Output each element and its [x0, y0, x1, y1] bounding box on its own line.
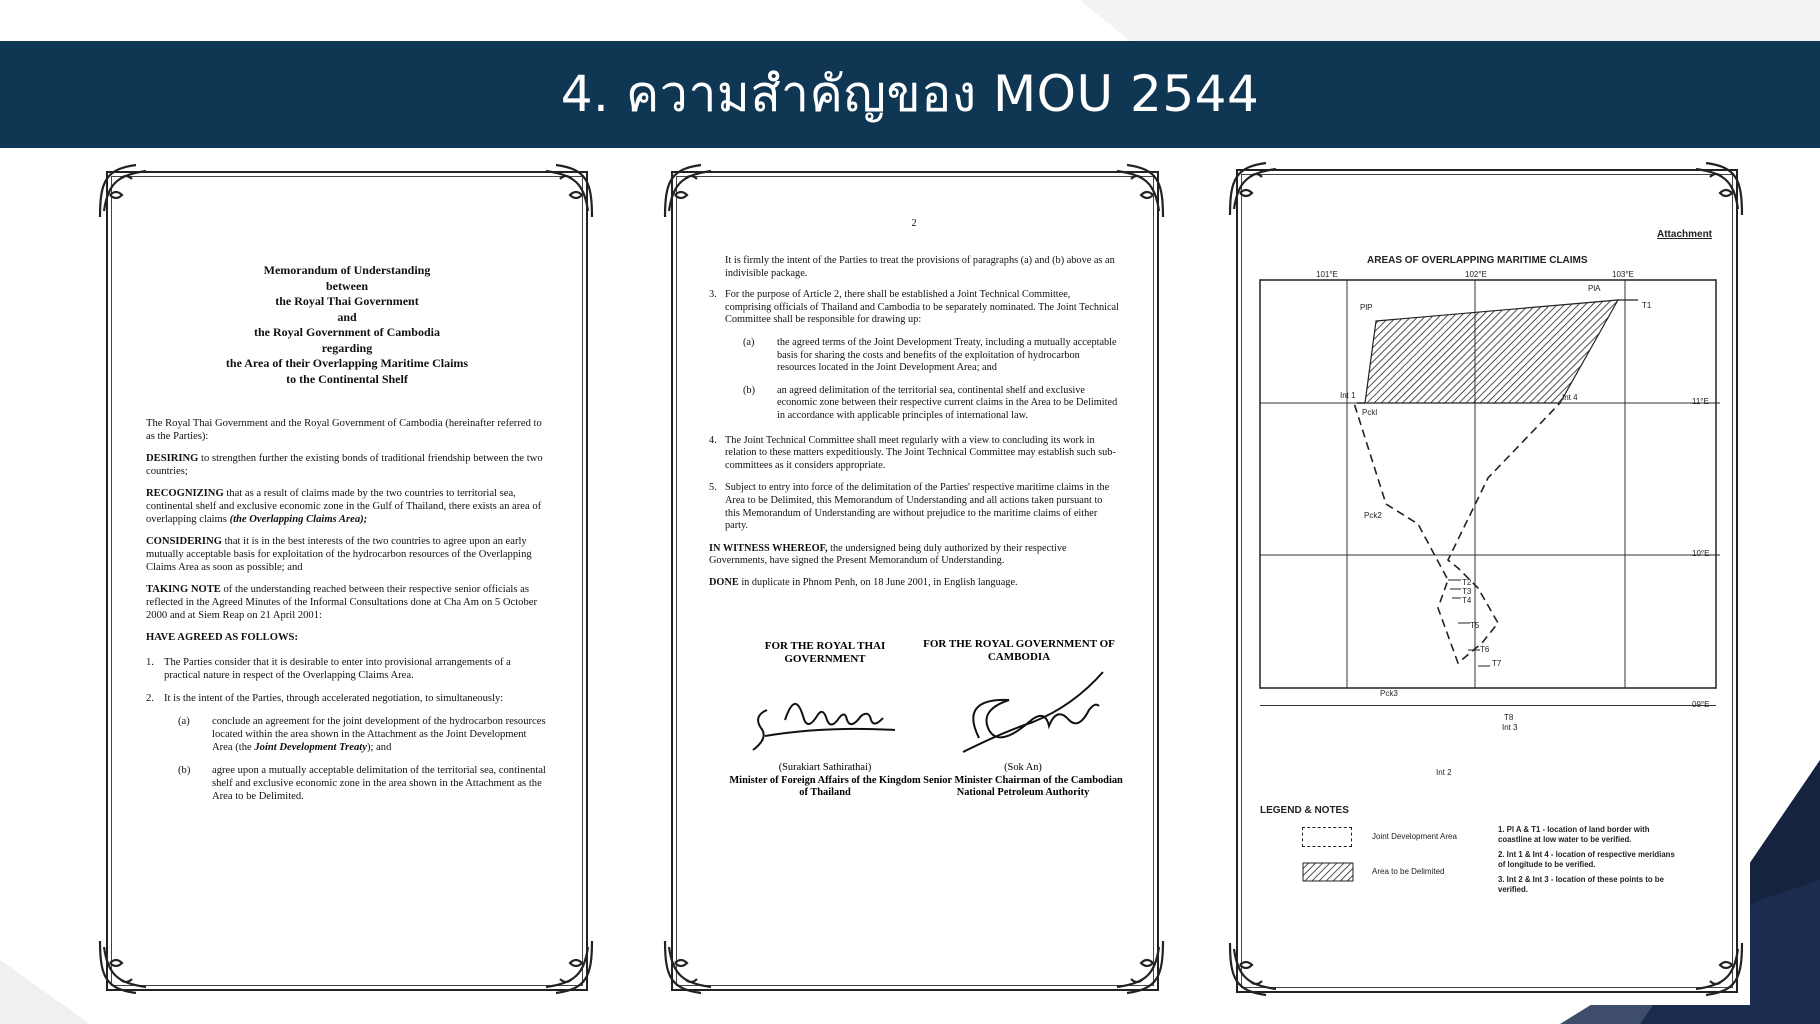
item-3a	[709, 337, 1119, 375]
signatory-title: Senior Minister Chairman of the Cambodian National Petroleum Authority	[923, 774, 1123, 798]
item-number: 5.	[709, 482, 717, 494]
ornament-corner-tl	[661, 161, 721, 221]
clause-text: to strengthen further the existing bonds of traditional friendship between the two countries;	[146, 453, 543, 477]
item-text: It is the intent of the Parties, through accelerated negotiation, to simultaneously:	[164, 693, 504, 704]
lat-label-10: 10°E	[1692, 549, 1710, 558]
overlapping-claims-map	[1258, 278, 1720, 690]
point-label-t5: T5	[1470, 621, 1480, 630]
clause-lead: IN WITNESS WHEREOF,	[709, 542, 828, 554]
ornament-corner-tl	[1226, 159, 1286, 219]
mou-heading	[152, 263, 542, 387]
item-number: 3.	[709, 289, 717, 301]
item-2b	[146, 764, 546, 803]
item-1	[146, 656, 546, 682]
item-text: the agreed terms of the Joint Development Treaty, including a mutually acceptable basis for sharing the costs and benefits of the exploitation of hydrocarbon resources located in the Joint Development Area; and	[777, 336, 1117, 374]
witness-paragraph	[709, 543, 1119, 568]
heading-line: the Area of their Overlapping Maritime Claims	[225, 356, 469, 370]
item-label: (b)	[178, 765, 191, 776]
clause-text: in duplicate in Phnom Penh, on 18 June 2001, in English language.	[738, 576, 1018, 588]
item-label: (a)	[178, 716, 190, 727]
heading-line: to the Continental Shelf	[286, 371, 408, 386]
cambodia-signature-block	[919, 638, 1119, 664]
item-text: Subject to entry into force of the delimitation of the Parties' respective maritime claims in the Area to be Delimited, this Memorandum of Understanding and all actions taken pursuant to this Memorandum of Understanding are without prejudice to the maritime claims of either party.	[725, 482, 1110, 532]
clause-lead: DESIRING	[146, 453, 199, 464]
item-3	[709, 289, 1119, 327]
item-text: an agreed delimitation of the territorial sea, continental shelf and exclusive economic zone between their respective current claims in the Area to be Delimited in accordance with applicable principles of international law.	[777, 384, 1118, 421]
item-text: conclude an agreement for the joint development of the hydrocarbon resources located within the area shown in the Attachment as the Joint Development Area (the	[212, 716, 546, 753]
clause-lead: TAKING NOTE	[146, 584, 221, 595]
mou-body	[146, 417, 546, 803]
agreed-heading: HAVE AGREED AS FOLLOWS:	[146, 632, 298, 643]
item-text: The Parties consider that it is desirable to enter into provisional arrangements of a practical nature in respect of the Overlapping Claims Area.	[164, 657, 511, 681]
slide-title: 4. ความสำคัญของ MOU 2544	[560, 65, 1260, 123]
item-4	[709, 435, 1119, 473]
cambodia-signature-image	[949, 668, 1109, 758]
item-number: 2.	[146, 693, 154, 704]
clause-lead: RECOGNIZING	[146, 488, 224, 499]
signatory-heading: FOR THE ROYAL GOVERNMENT OF CAMBODIA	[923, 638, 1115, 663]
item-number: 1.	[146, 657, 154, 668]
thai-signatory	[725, 762, 925, 800]
signatory-name: (Surakiart Sathirathai)	[778, 762, 872, 773]
lat-label-09: 09°E	[1692, 700, 1710, 709]
item-text: For the purpose of Article 2, there shall be established a Joint Technical Committee, comprising officials of Thailand and Cambodia to be separately nominated. The Joint Technical Committee shall be responsible for drawing up:	[725, 289, 1119, 326]
clause-text: that as a result of claims made by the two countries to territorial sea, continental shelf and exclusive economic zone in the Gulf of Thailand, there exists an area of overlapping claims	[146, 488, 542, 525]
latitude-line-09	[1260, 705, 1716, 706]
point-label-int3: Int 3	[1502, 723, 1518, 732]
legend-label-delimited: Area to be Delimited	[1372, 867, 1445, 876]
lon-label-102: 102°E	[1465, 270, 1487, 279]
desiring-paragraph	[146, 452, 546, 478]
ornament-corner-br	[1107, 937, 1167, 997]
item-text: ); and	[366, 742, 392, 753]
legend-label-jda: Joint Development Area	[1372, 832, 1457, 841]
item-text: The Joint Technical Committee shall meet regularly with a view to concluding its work in relation to these matters expeditiously. The Joint Technical Committee may establish such sub-committees as it considers appropriate.	[725, 434, 1116, 471]
item-3b	[709, 385, 1119, 423]
point-label-t8: T8	[1504, 713, 1514, 722]
legend-note-3: 3. Int 2 & Int 3 - location of these points to be verified.	[1498, 875, 1664, 894]
thai-signature-block	[735, 640, 915, 666]
ornament-corner-bl	[661, 937, 721, 997]
signatory-title: Minister of Foreign Affairs of the Kingdom of Thailand	[729, 774, 921, 798]
item-2	[146, 692, 546, 705]
heading-line: and	[337, 309, 357, 324]
point-label-int2: Int 2	[1436, 768, 1452, 777]
map-title: AREAS OF OVERLAPPING MARITIME CLAIMS	[1367, 255, 1588, 266]
clause-text: the undersigned being duly authorized by their respective Governments, have signed the Present Memorandum of Understanding.	[709, 542, 1067, 567]
ornament-corner-br	[536, 937, 596, 997]
item-emphasis: Joint Development Treaty	[254, 742, 367, 753]
legend-title: LEGEND & NOTES	[1260, 805, 1349, 816]
item-label: (b)	[743, 384, 756, 396]
heading-line: the Royal Government of Cambodia	[254, 325, 440, 339]
item-2a	[146, 715, 546, 754]
point-label-pck3: Pck3	[1380, 689, 1398, 698]
heading-line: the Royal Thai Government	[275, 294, 419, 308]
clause-emphasis: (the Overlapping Claims Area);	[229, 514, 368, 525]
point-label-int1: Int 1	[1340, 391, 1356, 400]
lon-label-103: 103°E	[1612, 270, 1634, 279]
point-label-pck: Pckl	[1362, 408, 1378, 417]
attachment-label: Attachment	[1657, 229, 1713, 240]
ornament-corner-tr	[1107, 161, 1167, 221]
lat-label-11: 11°E	[1692, 397, 1709, 406]
ornament-corner-bl	[96, 937, 156, 997]
done-paragraph	[709, 577, 1119, 590]
item-number: 4.	[709, 434, 717, 446]
clause-text: that it is in the best interests of the two countries to agree upon an early mutually acceptable basis for exploitation of the hydrocarbon resources of the Overlapping Claims Area as soon as possible; and	[146, 536, 532, 573]
heading-line: between	[326, 278, 368, 293]
heading-line: Memorandum of Understanding	[263, 263, 431, 277]
intro-paragraph: It is firmly the intent of the Parties to treat the provisions of paragraphs (a) and (b) above as an indivisible package.	[725, 255, 1115, 279]
legend-swatch-jda	[1302, 827, 1352, 847]
clause-lead: CONSIDERING	[146, 536, 222, 547]
title-bar	[0, 41, 1820, 148]
point-label-t1: T1	[1642, 301, 1652, 310]
document-page-2	[657, 155, 1171, 1003]
signatory-heading: FOR THE ROYAL THAI GOVERNMENT	[764, 640, 886, 665]
taking-note-paragraph	[146, 583, 546, 622]
ornament-corner-tr	[536, 161, 596, 221]
recognizing-paragraph	[146, 487, 546, 526]
point-label-t2: T2	[1462, 578, 1472, 587]
legend-note-2: 2. Int 1 & Int 4 - location of respective meridians of longitude to be verified.	[1498, 850, 1675, 869]
clause-text: of the understanding reached between their respective senior officials as reflected in the Agreed Minutes of the Informal Consultations done at Cha Am on 5 October 2000 and at Siem Reap on 21 April 2001:	[146, 584, 537, 621]
point-label-t6: T6	[1480, 645, 1490, 654]
point-label-t7: T7	[1492, 659, 1502, 668]
ornament-corner-tr	[1686, 159, 1746, 219]
intro-paragraph: The Royal Thai Government and the Royal Government of Cambodia (hereinafter referred to as the Parties):	[146, 418, 542, 442]
clause-lead: DONE	[709, 576, 739, 588]
lon-label-101: 101°E	[1316, 270, 1338, 279]
ornament-corner-bl	[1226, 939, 1286, 999]
point-label-t3: T3	[1462, 587, 1472, 596]
document-page-3-attachment	[1222, 153, 1750, 1005]
cambodia-signatory	[923, 762, 1123, 800]
mou-body-2	[709, 255, 1119, 598]
legend-swatch-delimited	[1302, 862, 1354, 882]
point-label-plp: PlP	[1360, 303, 1373, 312]
point-label-pck2: Pck2	[1364, 511, 1382, 520]
considering-paragraph	[146, 535, 546, 574]
point-label-int4: Int 4	[1562, 393, 1578, 402]
item-label: (a)	[743, 336, 755, 348]
ornament-corner-tl	[96, 161, 156, 221]
point-label-t4: T4	[1462, 596, 1472, 605]
document-page-1	[92, 155, 600, 1003]
item-5	[709, 482, 1119, 532]
item-text: agree upon a mutually acceptable delimitation of the territorial sea, continental shelf and exclusive economic zone in the area shown in the Attachment as the Area to be Delimited.	[212, 765, 546, 802]
page-number: 2	[911, 218, 917, 229]
legend-note-1: 1. Pl A & T1 - location of land border with coastline at low water to be verified.	[1498, 825, 1650, 844]
signatory-name: (Sok An)	[1004, 762, 1042, 773]
thai-signature-image	[745, 690, 915, 760]
heading-line: regarding	[321, 340, 373, 355]
ornament-corner-br	[1686, 939, 1746, 999]
point-label-pla: PlA	[1588, 284, 1601, 293]
